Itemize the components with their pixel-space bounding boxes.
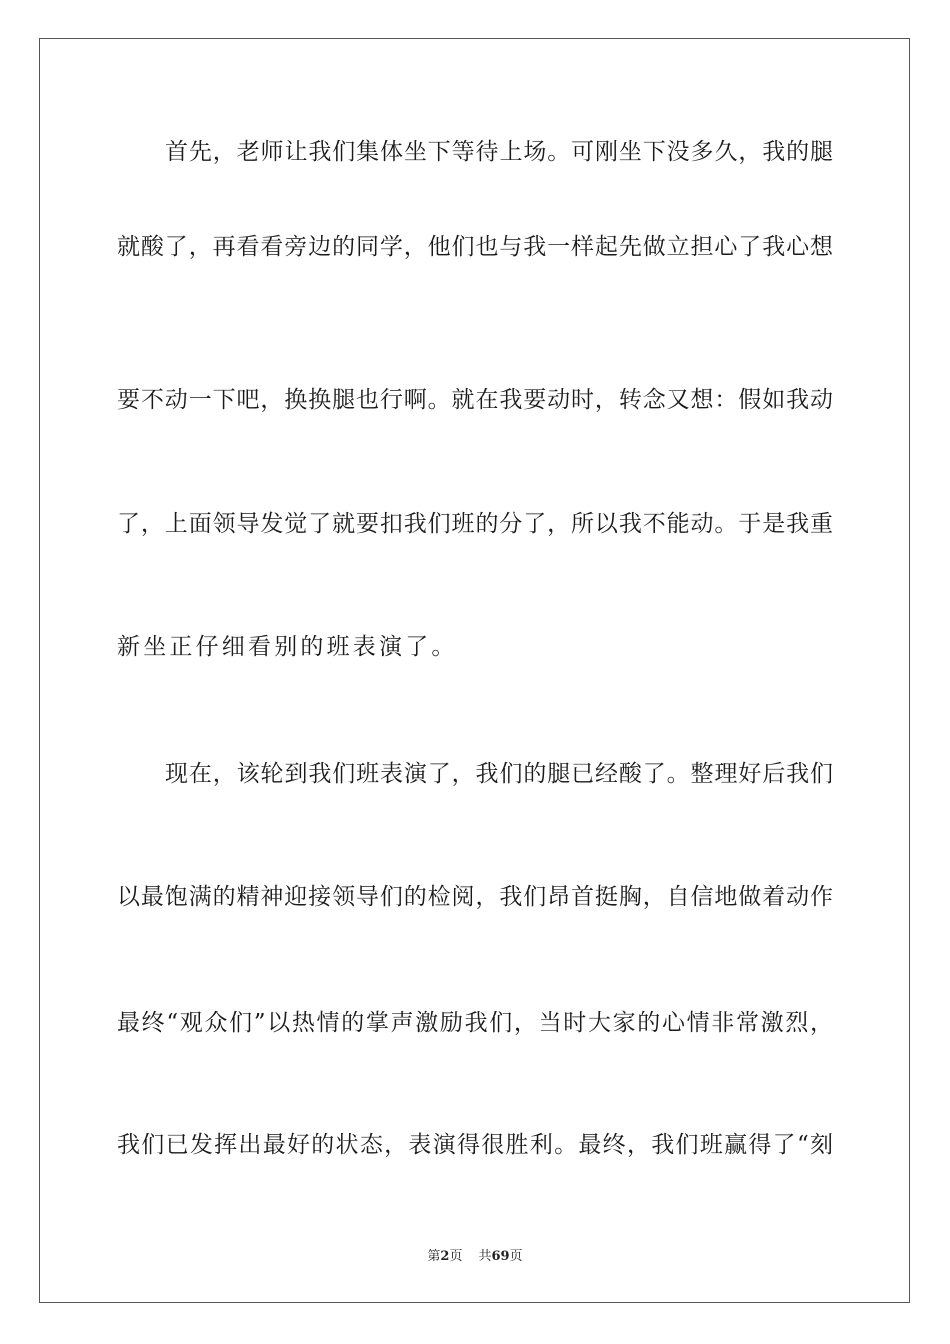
- page-border: [39, 38, 910, 1303]
- paragraph-1-line-2: 就酸了，再看看旁边的同学，他们也与我一样起先做立担心了我心想: [117, 234, 833, 260]
- paragraph-2-line-4: 我们已发挥出最好的状态，表演得很胜利。最终，我们班赢得了“刻: [117, 1132, 833, 1158]
- total-prefix: 共: [478, 1249, 492, 1264]
- paragraph-2-line-2: 以最饱满的精神迎接领导们的检阅，我们昂首挺胸，自信地做着动作: [117, 884, 833, 910]
- page-prefix: 第: [427, 1249, 441, 1264]
- paragraph-1-line-4: 了，上面领导发觉了就要扣我们班的分了，所以我不能动。于是我重: [117, 511, 833, 537]
- paragraph-2-line-1: 现在，该轮到我们班表演了，我们的腿已经酸了。整理好后我们: [165, 761, 833, 787]
- page-footer: [0, 1248, 950, 1266]
- paragraph-1-line-3: 要不动一下吧，换换腿也行啊。就在我要动时，转念又想：假如我动: [117, 387, 833, 413]
- paragraph-1-line-5: 新坐正仔细看别的班表演了。: [117, 634, 458, 660]
- paragraph-2-line-3: 最终“观众们”以热情的掌声激励我们，当时大家的心情非常激烈，: [117, 1010, 833, 1036]
- total-pages: 69: [491, 1249, 510, 1264]
- total-suffix: 页: [509, 1249, 523, 1264]
- page-number: 2: [440, 1249, 450, 1264]
- paragraph-1-line-1: 首先，老师让我们集体坐下等待上场。可刚坐下没多久，我的腿: [165, 139, 833, 165]
- page-suffix: 页: [449, 1249, 463, 1264]
